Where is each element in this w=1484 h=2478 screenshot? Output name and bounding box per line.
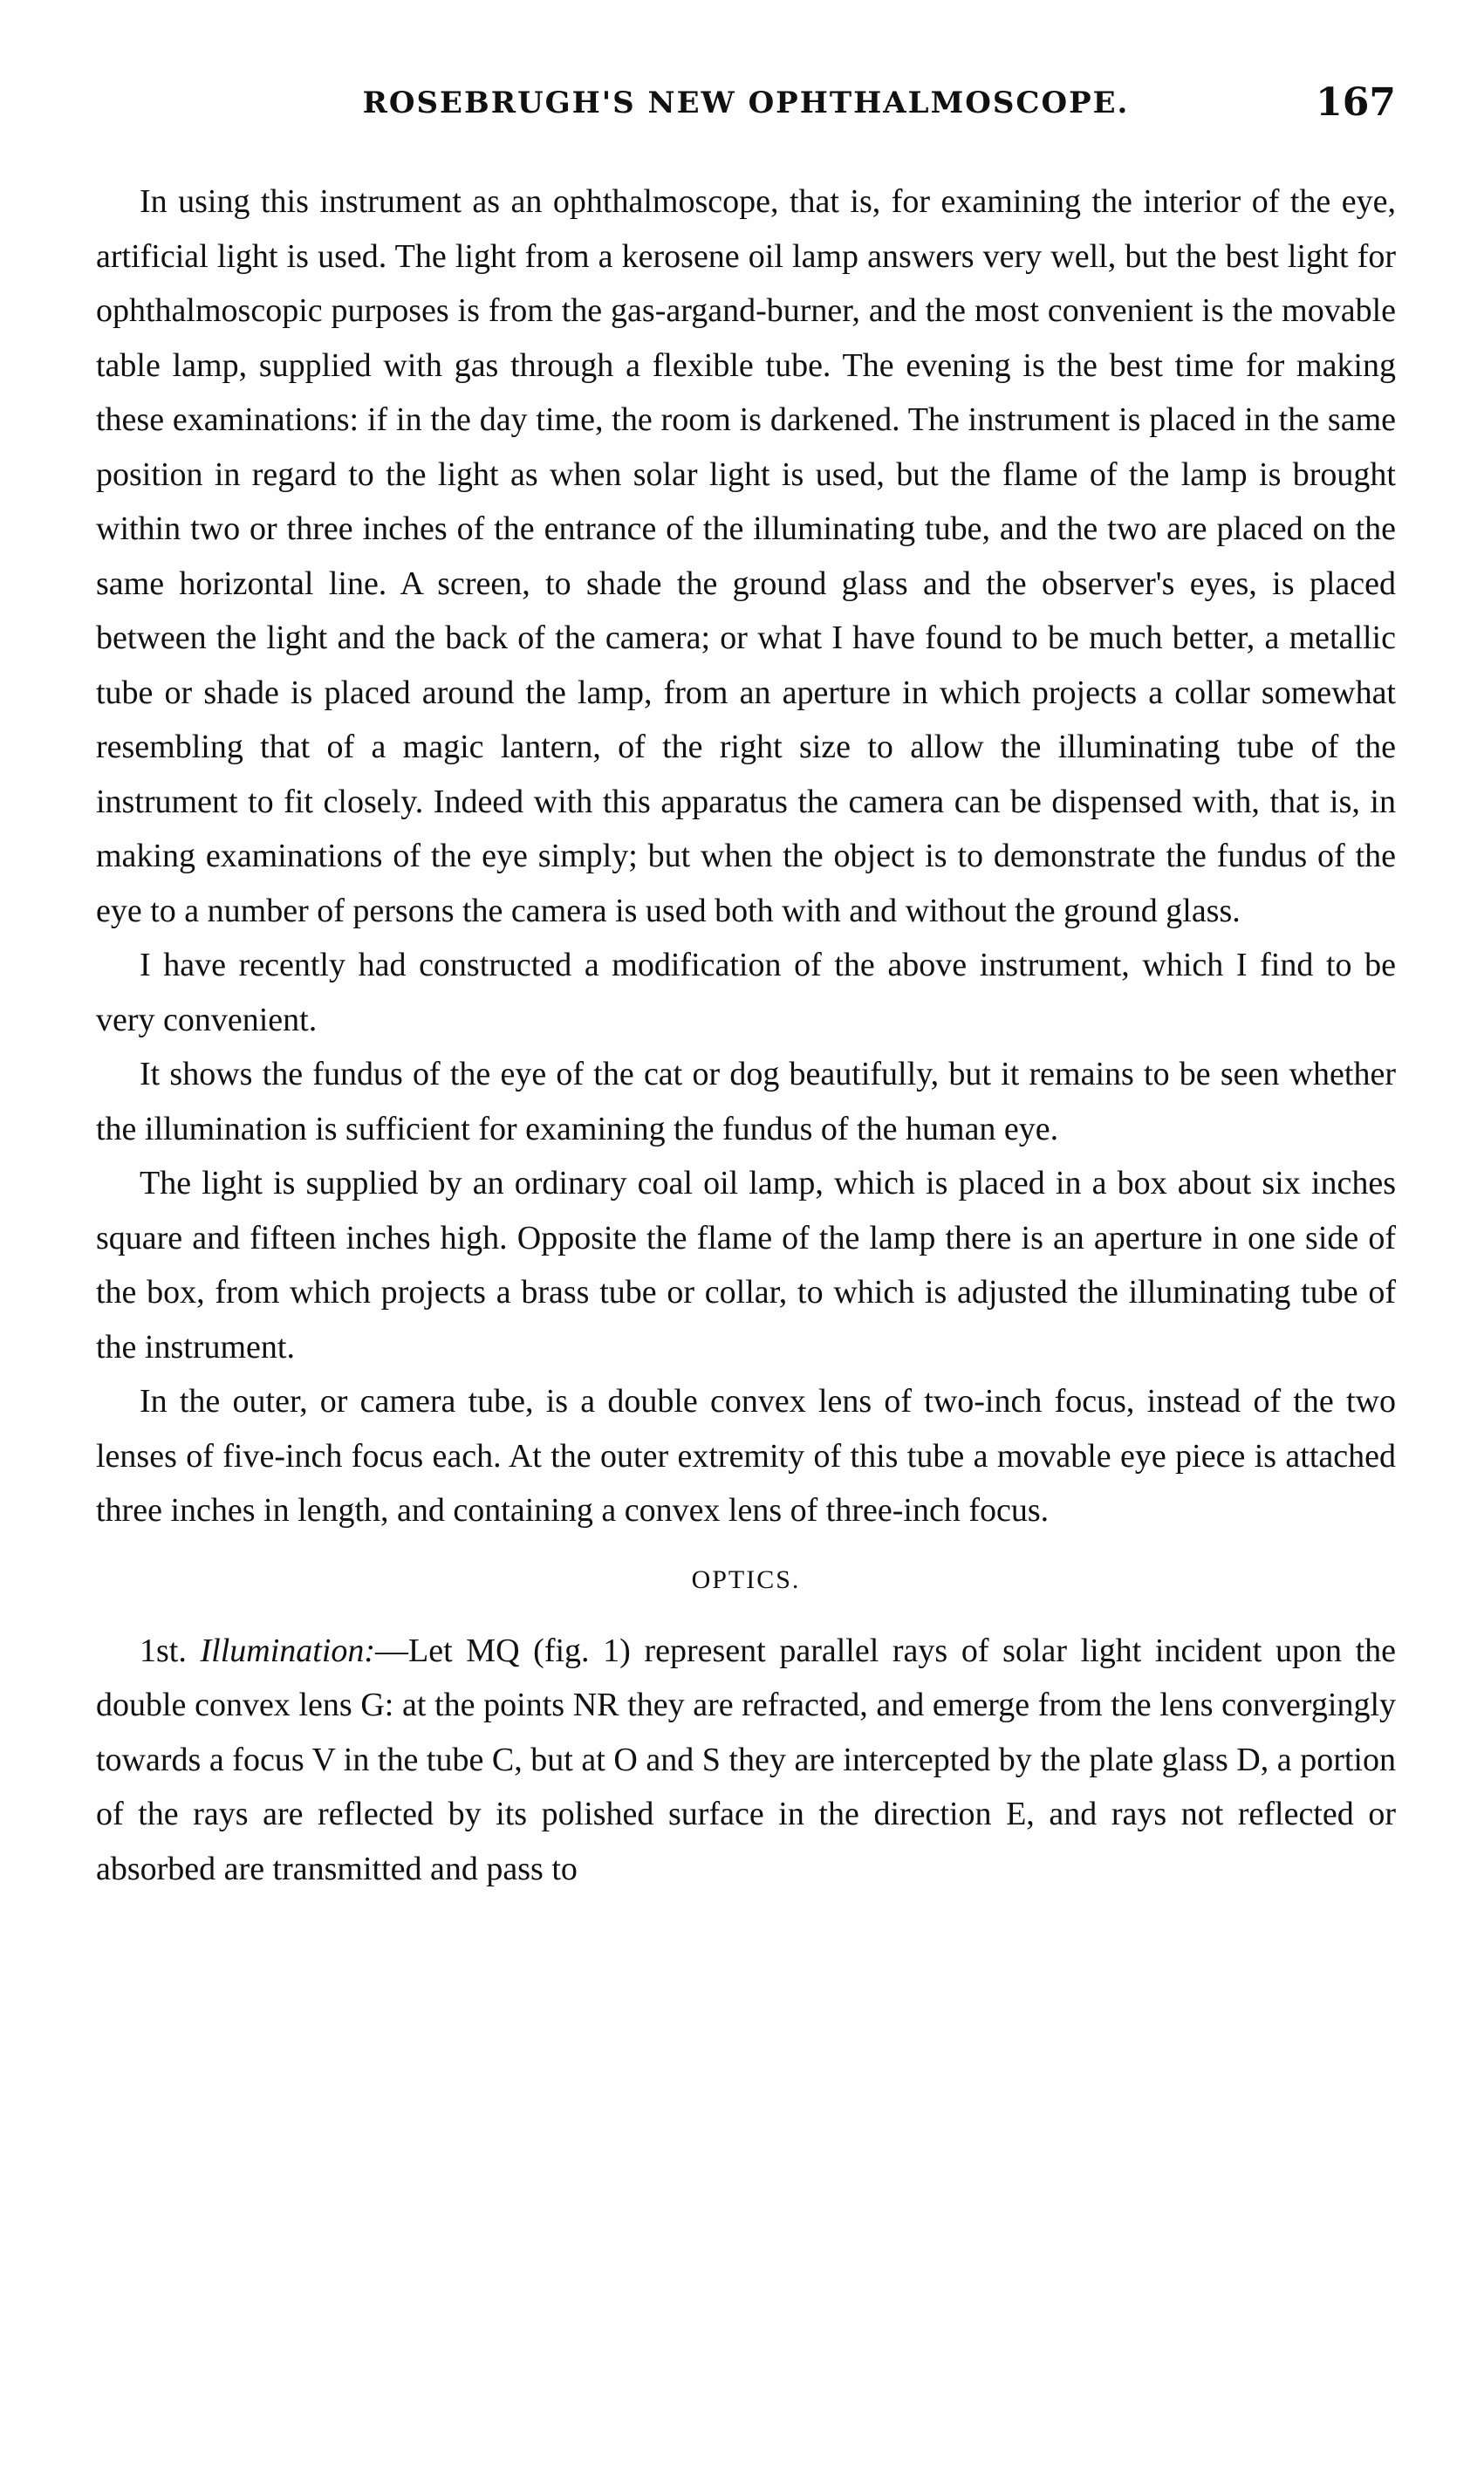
illumination-number: 1st. [140, 1632, 187, 1669]
paragraph-artificial-light: In using this instrument as an ophthalmoscope, that is, for examining the interior of the eye, artificial light is used. The light from a kerosene oil lamp answers very well, but the best light for ophthalmoscopic purposes is from the gas-argand-burner, and the most convenient is the movable table lamp, supplied with gas through a flexible tube. The evening is the best time for making these examinations: if in the day time, the room is darkened. The instrument is placed in the same position in regard to the light as when solar light is used, but the flame of the lamp is brought within two or three inches of the entrance of the illuminating tube, and the two are placed on the same horizontal line. A screen, to shade the ground glass and the observer's eyes, is placed between the light and the back of the camera; or what I have found to be much better, a metallic tube or shade is placed around the lamp, from an aperture in which projects a collar somewhat resembling that of a magic lantern, of the right size to allow the illuminating tube of the instrument to fit closely. Indeed with this apparatus the camera can be dispensed with, that is, in making examinations of the eye simply; but when the object is to demonstrate the fundus of the eye to a number of persons the camera is used both with and without the ground glass. [96, 183, 1396, 929]
paragraph-coal-oil-lamp: The light is supplied by an ordinary coal oil lamp, which is placed in a box about six inches square and fifteen inches high. Opposite the flame of the lamp there is an aperture in one side of the box, from which projects a brass tube or collar, to which is adjusted the illuminating tube of the instrument. [96, 1165, 1396, 1366]
paragraph-fundus: It shows the fundus of the eye of the cat or dog beautifully, but it remains to be seen whether the illumination is sufficient for examining the fundus of the human eye. [96, 1056, 1396, 1147]
running-title: ROSEBRUGH'S NEW OPHTHALMOSCOPE. [362, 86, 1130, 120]
illumination-text: —Let MQ (fig. 1) represent parallel rays of solar light incident upon the double convex lens G: at the points NR they are refracted, and emerge from the lens convergingly towards a focus V in the tube C, but at O and S they are intercepted by the plate glass D, a portion of the rays are reflected by its polished surface in the direction E, and rays not reflected or absorbed are transmitted and pass to [96, 1632, 1397, 1887]
illumination-title: Illumination: [200, 1632, 376, 1669]
paragraph-illumination [96, 1624, 1396, 1897]
running-head [96, 80, 1396, 133]
paragraph-modification: I have recently had constructed a modification of the above instrument, which I find to be very convenient. [96, 947, 1396, 1038]
section-heading-optics: OPTICS. [691, 1564, 801, 1594]
page-number: 167 [1316, 80, 1396, 125]
paragraph-camera-tube: In the outer, or camera tube, is a double convex lens of two-inch focus, instead of the two lenses of five-inch focus each. At the outer extremity of this tube a movable eye piece is attached three inches in length, and containing a convex lens of three-inch focus. [96, 1383, 1396, 1529]
page-body [96, 175, 1396, 1896]
